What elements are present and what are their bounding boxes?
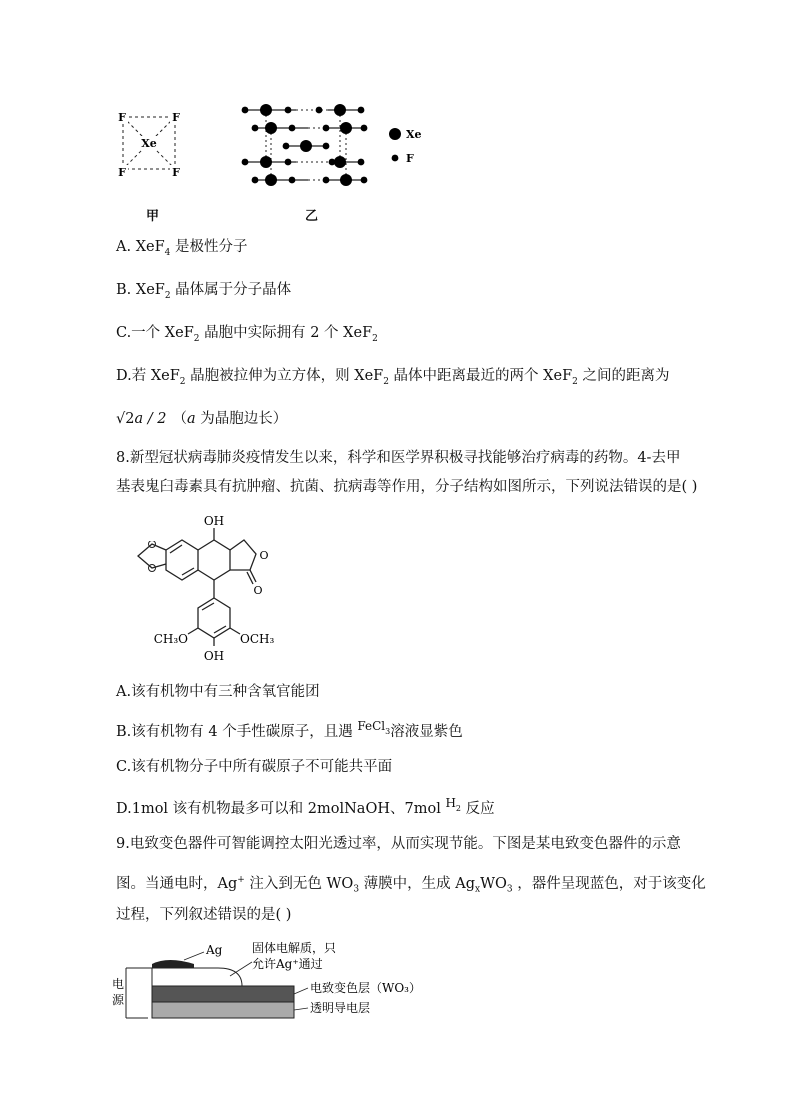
- electrolyte-label-1: 固体电解质，只: [252, 941, 337, 955]
- q7-option-a: A. XeF$_4$ 是极性分子: [116, 239, 248, 258]
- oh-bottom-label: OH: [203, 649, 225, 663]
- figure-jia-caption: 甲: [146, 209, 160, 224]
- q9-stem-line3: 过程，下列叙述错误的是( ): [116, 907, 292, 923]
- f-label: F: [172, 166, 180, 179]
- och3-right-label: OCH₃: [240, 632, 275, 646]
- solid-electrolyte: [152, 968, 242, 986]
- layer1-label: 电致变色层（WO₃）: [310, 981, 421, 995]
- q8-stem-line2: 基表鬼臼毒素具有抗肿瘤、抗菌、抗病毒等作用，分子结构如图所示，下列说法错误的是( ): [116, 479, 698, 495]
- q7-option-b: B. XeF$_2$ 晶体属于分子晶体: [116, 282, 292, 301]
- ag-electrode: [152, 960, 194, 968]
- legend-xe-dot: [389, 128, 401, 140]
- figure-yi-caption: 乙: [305, 209, 319, 224]
- q8-option-b: B.该有机物有 4 个手性碳原子，且遇 $^{FeCl}_3$溶液显紫色: [116, 719, 463, 740]
- q8-option-c: C.该有机物分子中所有碳原子不可能共平面: [116, 759, 393, 775]
- q9-electrochromic-diagram: [112, 938, 472, 1030]
- carbonyl-oxygen-label: O: [253, 584, 263, 597]
- legend-f-dot: [392, 155, 399, 162]
- layer2-label: 透明导电层: [310, 1001, 371, 1015]
- q8-option-d: D.1mol 该有机物最多可以和 2molNaOH、7mol $^H_2$ 反应: [116, 796, 495, 817]
- ring-oxygen-label: O: [259, 549, 269, 562]
- q9-stem-line1: 9.电致变色器件可智能调控太阳光透过率，从而实现节能。下图是某电致变色器件的示意: [116, 836, 681, 852]
- oh-top-label: OH: [203, 514, 225, 528]
- dioxole-oxygens: [138, 541, 168, 575]
- transparent-conductive-layer: [152, 1002, 294, 1018]
- q7-option-d-line2: √2a / 2 （a 为晶胞边长）: [116, 411, 288, 427]
- electrolyte-label-2: 允许Ag⁺通过: [252, 957, 323, 971]
- f-label: F: [118, 166, 126, 179]
- q8-molecule-structure: [130, 512, 290, 667]
- power-label-1: 电: [112, 977, 125, 991]
- ag-label: Ag: [206, 943, 223, 957]
- legend-f-label: F: [406, 152, 414, 165]
- f-label: F: [172, 111, 180, 124]
- figure-yi: [236, 98, 436, 194]
- q8-option-a: A.该有机物中有三种含氧官能团: [116, 684, 320, 700]
- och3-left-label: CH₃O: [153, 632, 188, 646]
- legend-xe-label: Xe: [406, 128, 422, 141]
- q8-stem-line1: 8.新型冠状病毒肺炎疫情发生以来，科学和医学界积极寻找能够治疗病毒的药物。4-去甲: [116, 450, 681, 466]
- figure-jia: [110, 105, 190, 185]
- q7-option-d-line1: D.若 XeF$_2$ 晶胞被拉伸为立方体，则 XeF$_2$ 晶体中距离最近的两个 XeF$_2$ 之间的距离为: [116, 368, 670, 387]
- power-label-2: 源: [112, 993, 125, 1007]
- electrochromic-layer: [152, 986, 294, 1002]
- q7-option-c: C.一个 XeF$_2$ 晶胞中实际拥有 2 个 XeF$_2$: [116, 325, 378, 344]
- q9-stem-line2: 图。当通电时，Ag+ 注入到无色 $WO_3$ 薄膜中，生成 $Ag_xWO_3$ ，器件呈现蓝色，对于该变化: [116, 875, 706, 895]
- f-label: F: [118, 111, 126, 124]
- xe-label: Xe: [141, 137, 157, 150]
